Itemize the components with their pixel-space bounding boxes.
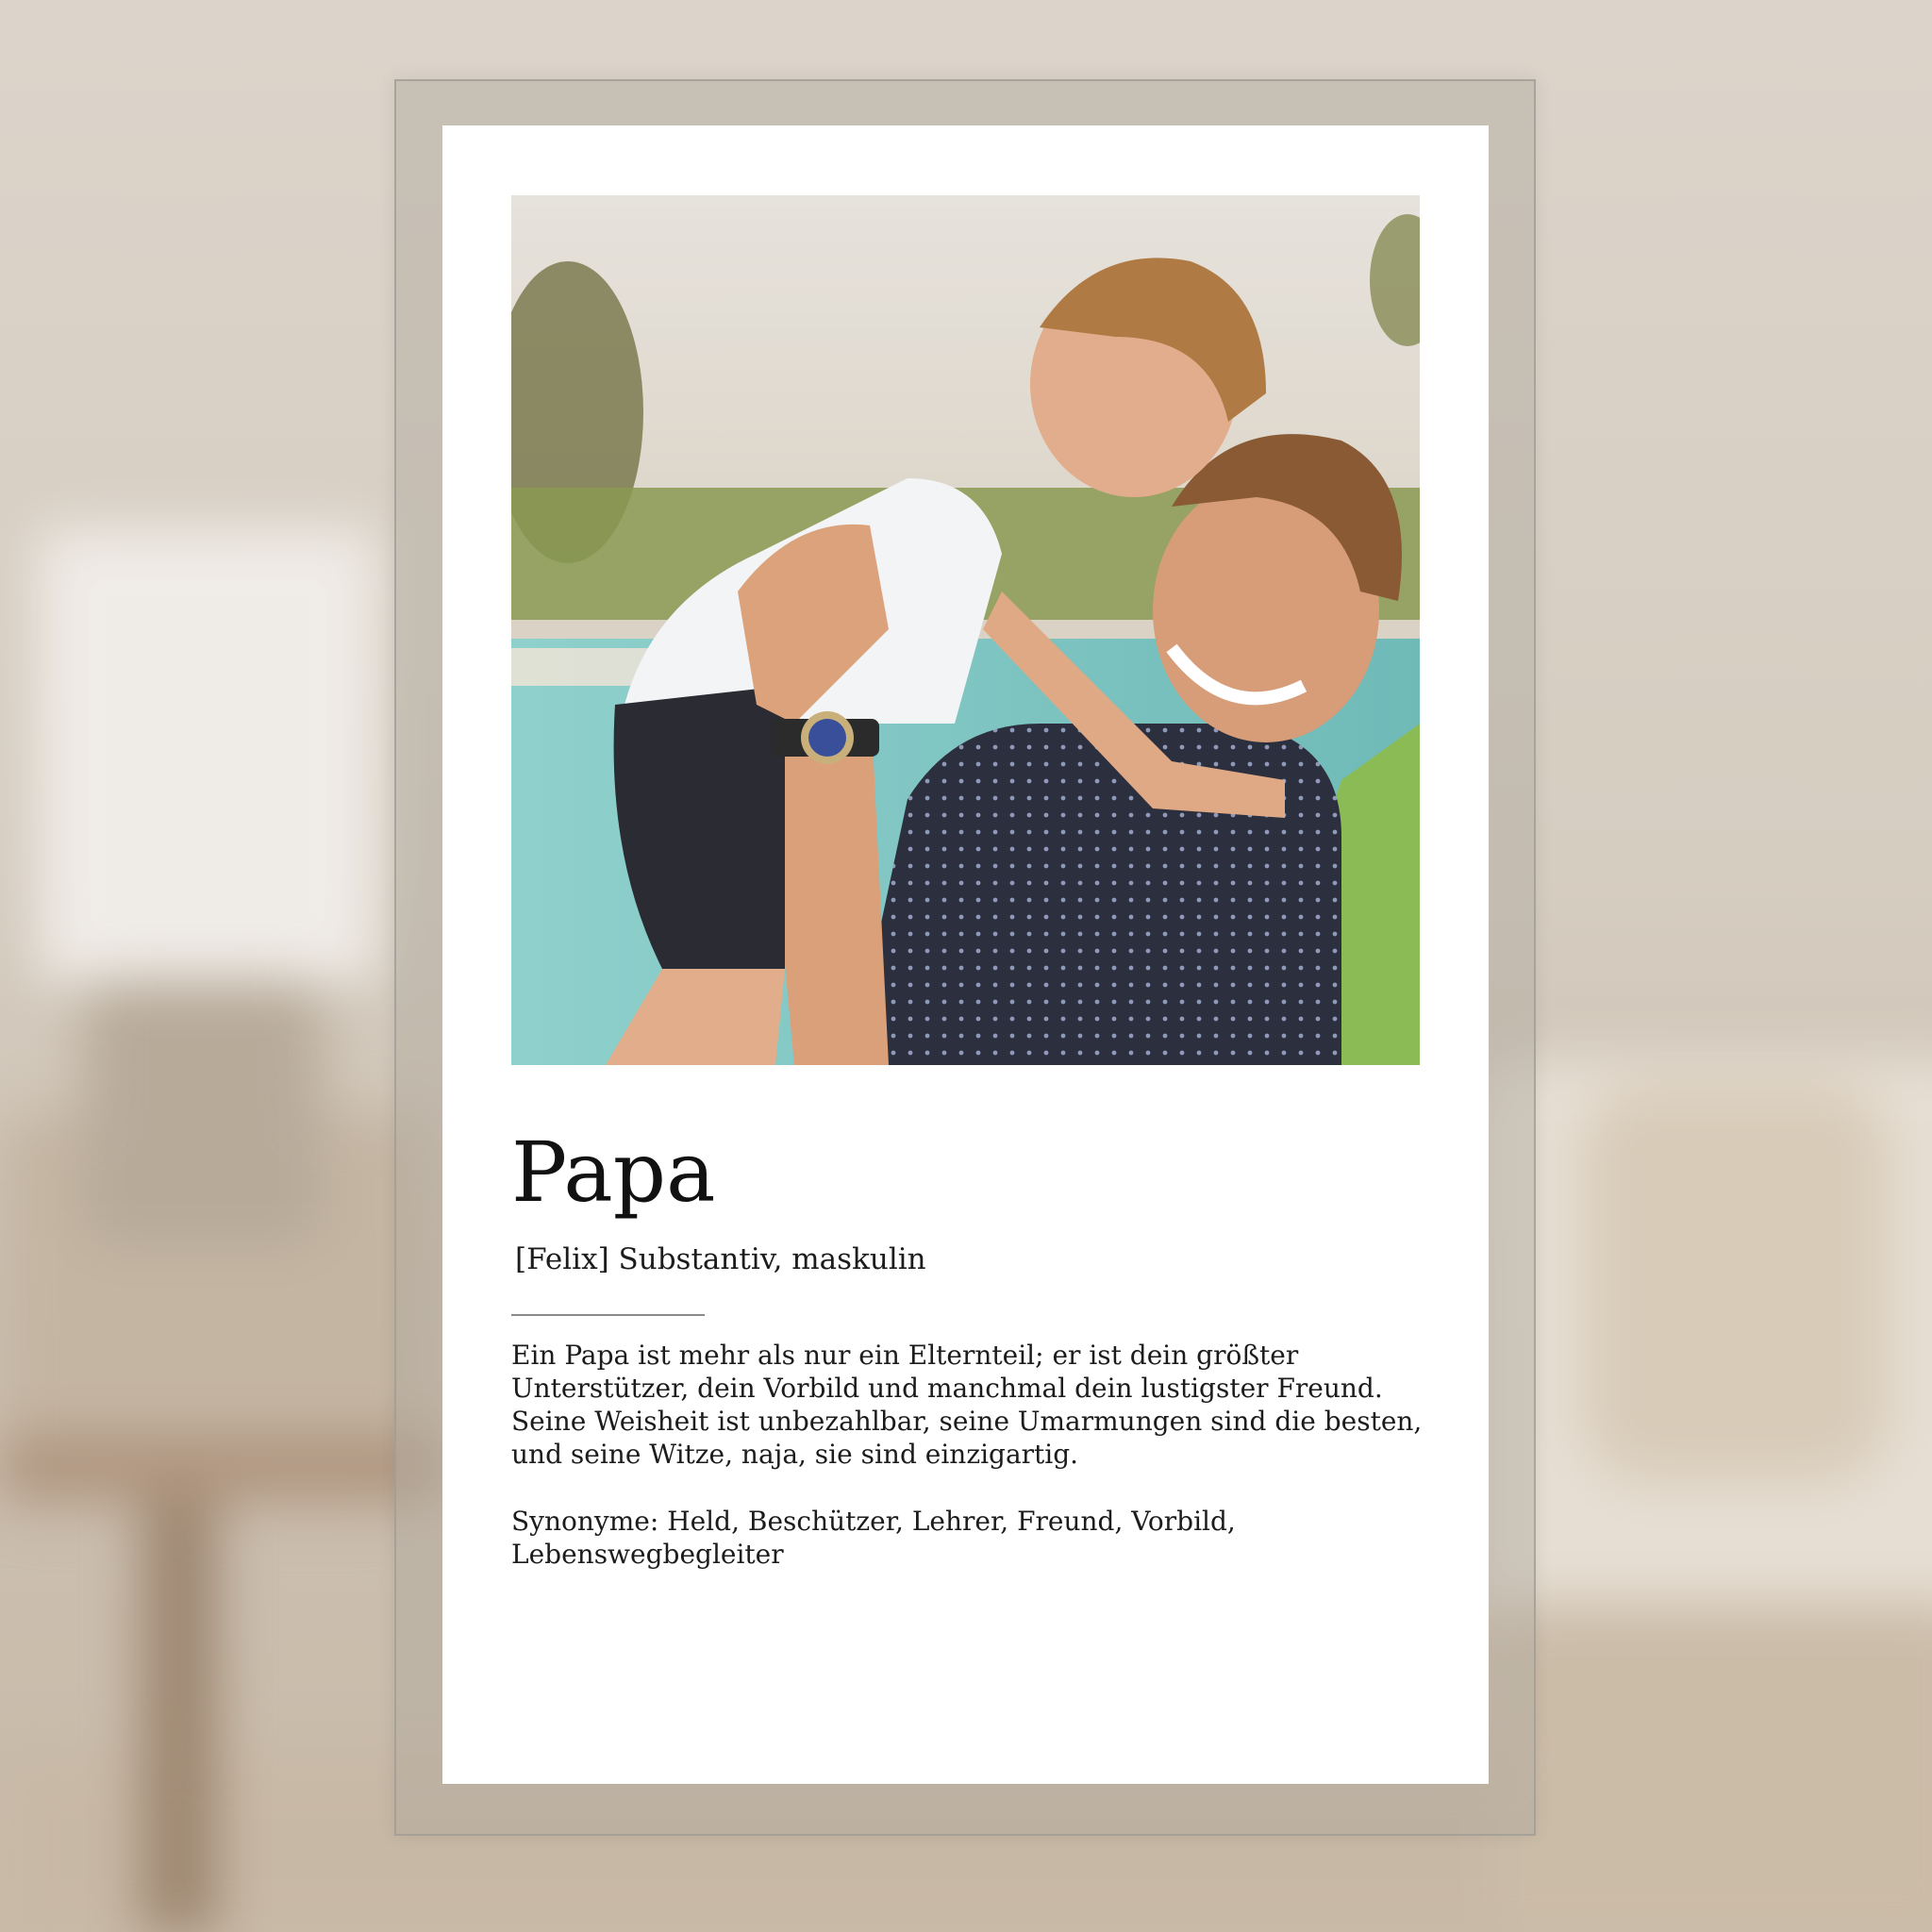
word-type-line: [Felix] Substantiv, maskulin — [515, 1242, 926, 1276]
lamp-base — [85, 981, 321, 1245]
poster-print — [442, 125, 1489, 1784]
side-table — [0, 1434, 443, 1500]
watch-face — [808, 719, 846, 757]
lamp-shade — [38, 528, 377, 981]
poster-title: Papa — [511, 1124, 716, 1221]
side-table-leg — [142, 1500, 217, 1932]
photo-illustration — [511, 195, 1420, 1065]
father-son-photo — [511, 195, 1420, 1065]
definition-text: Ein Papa ist mehr als nur ein Elternteil; er ist dein größter Unterstützer, dein Vorbild und manchmal dein lustigster Freund. Seine Weisheit ist unbezahlbar, seine Umarmungen sind die besten, und seine Witze, naja, sie sind einzigartig. — [511, 1340, 1423, 1470]
divider-line — [511, 1314, 705, 1316]
sofa-pillow — [1585, 1085, 1887, 1481]
sofa-arm — [1491, 1604, 1932, 1932]
synonyms-text: Synonyme: Held, Beschützer, Lehrer, Freund, Vorbild, Lebenswegbegleiter — [511, 1506, 1236, 1570]
